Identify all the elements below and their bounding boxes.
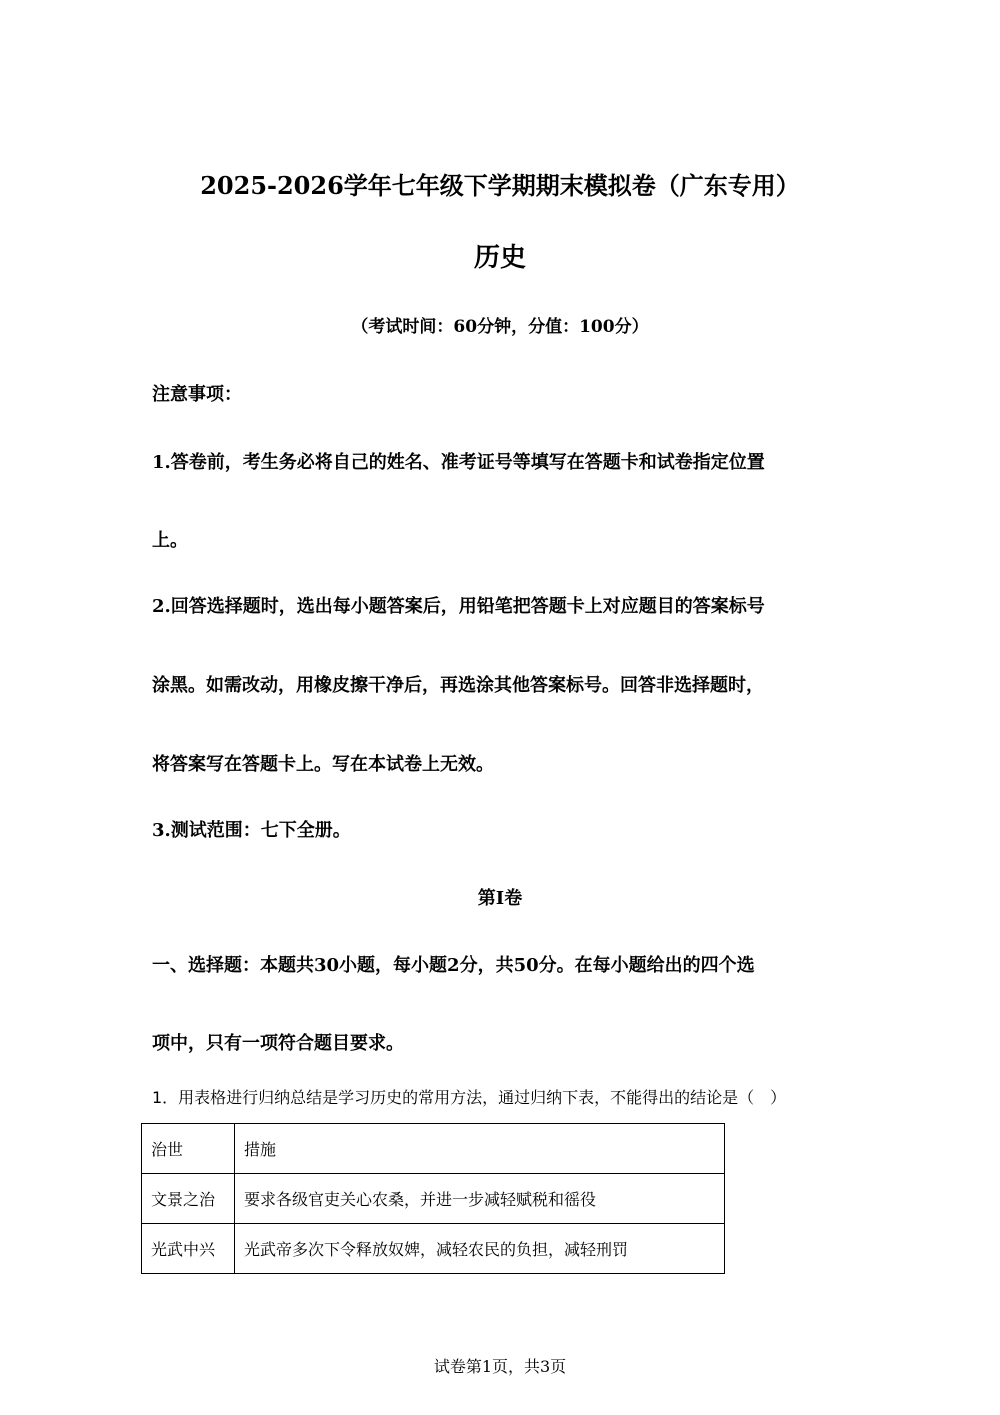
notice-line-2: 上。 <box>152 530 188 551</box>
table-header-cell: 治世 <box>142 1124 235 1174</box>
table-row <box>142 1224 725 1274</box>
table-header-row <box>142 1124 725 1174</box>
table-header-cell: 措施 <box>235 1124 725 1174</box>
question-1-text: 1．用表格进行归纳总结是学习历史的常用方法，通过归纳下表，不能得出的结论是（ ） <box>152 1088 787 1107</box>
notice-line-4: 涂黑。如需改动，用橡皮擦干净后，再选涂其他答案标号。回答非选择题时， <box>152 675 764 696</box>
table-cell: 光武中兴 <box>142 1224 235 1274</box>
notice-heading: 注意事项： <box>152 384 242 405</box>
notice-line-1: 1.答卷前，考生务必将自己的姓名、准考证号等填写在答题卡和试卷指定位置 <box>152 452 765 473</box>
measures-table <box>141 1123 725 1274</box>
table-cell: 光武帝多次下令释放奴婢，减轻农民的负担，减轻刑罚 <box>235 1224 725 1274</box>
part-title: 第Ⅰ卷 <box>477 888 523 909</box>
exam-info: （考试时间：60分钟，分值：100分） <box>351 317 649 337</box>
notice-line-3: 2.回答选择题时，选出每小题答案后，用铅笔把答题卡上对应题目的答案标号 <box>152 596 765 617</box>
subject-title: 历史 <box>473 243 526 273</box>
table-cell: 要求各级官吏关心农桑，并进一步减轻赋税和徭役 <box>235 1174 725 1224</box>
table-cell: 文景之治 <box>142 1174 235 1224</box>
page-footer: 试卷第1页，共3页 <box>433 1357 567 1376</box>
section-heading-line-1: 一、选择题：本题共30小题，每小题2分，共50分。在每小题给出的四个选 <box>152 955 755 976</box>
notice-line-5: 将答案写在答题卡上。写在本试卷上无效。 <box>152 754 494 775</box>
table-row <box>142 1174 725 1224</box>
exam-title: 2025-2026学年七年级下学期期末模拟卷（广东专用） <box>200 171 800 200</box>
section-heading-line-2: 项中，只有一项符合题目要求。 <box>152 1033 404 1054</box>
notice-line-6: 3.测试范围：七下全册。 <box>152 820 351 841</box>
